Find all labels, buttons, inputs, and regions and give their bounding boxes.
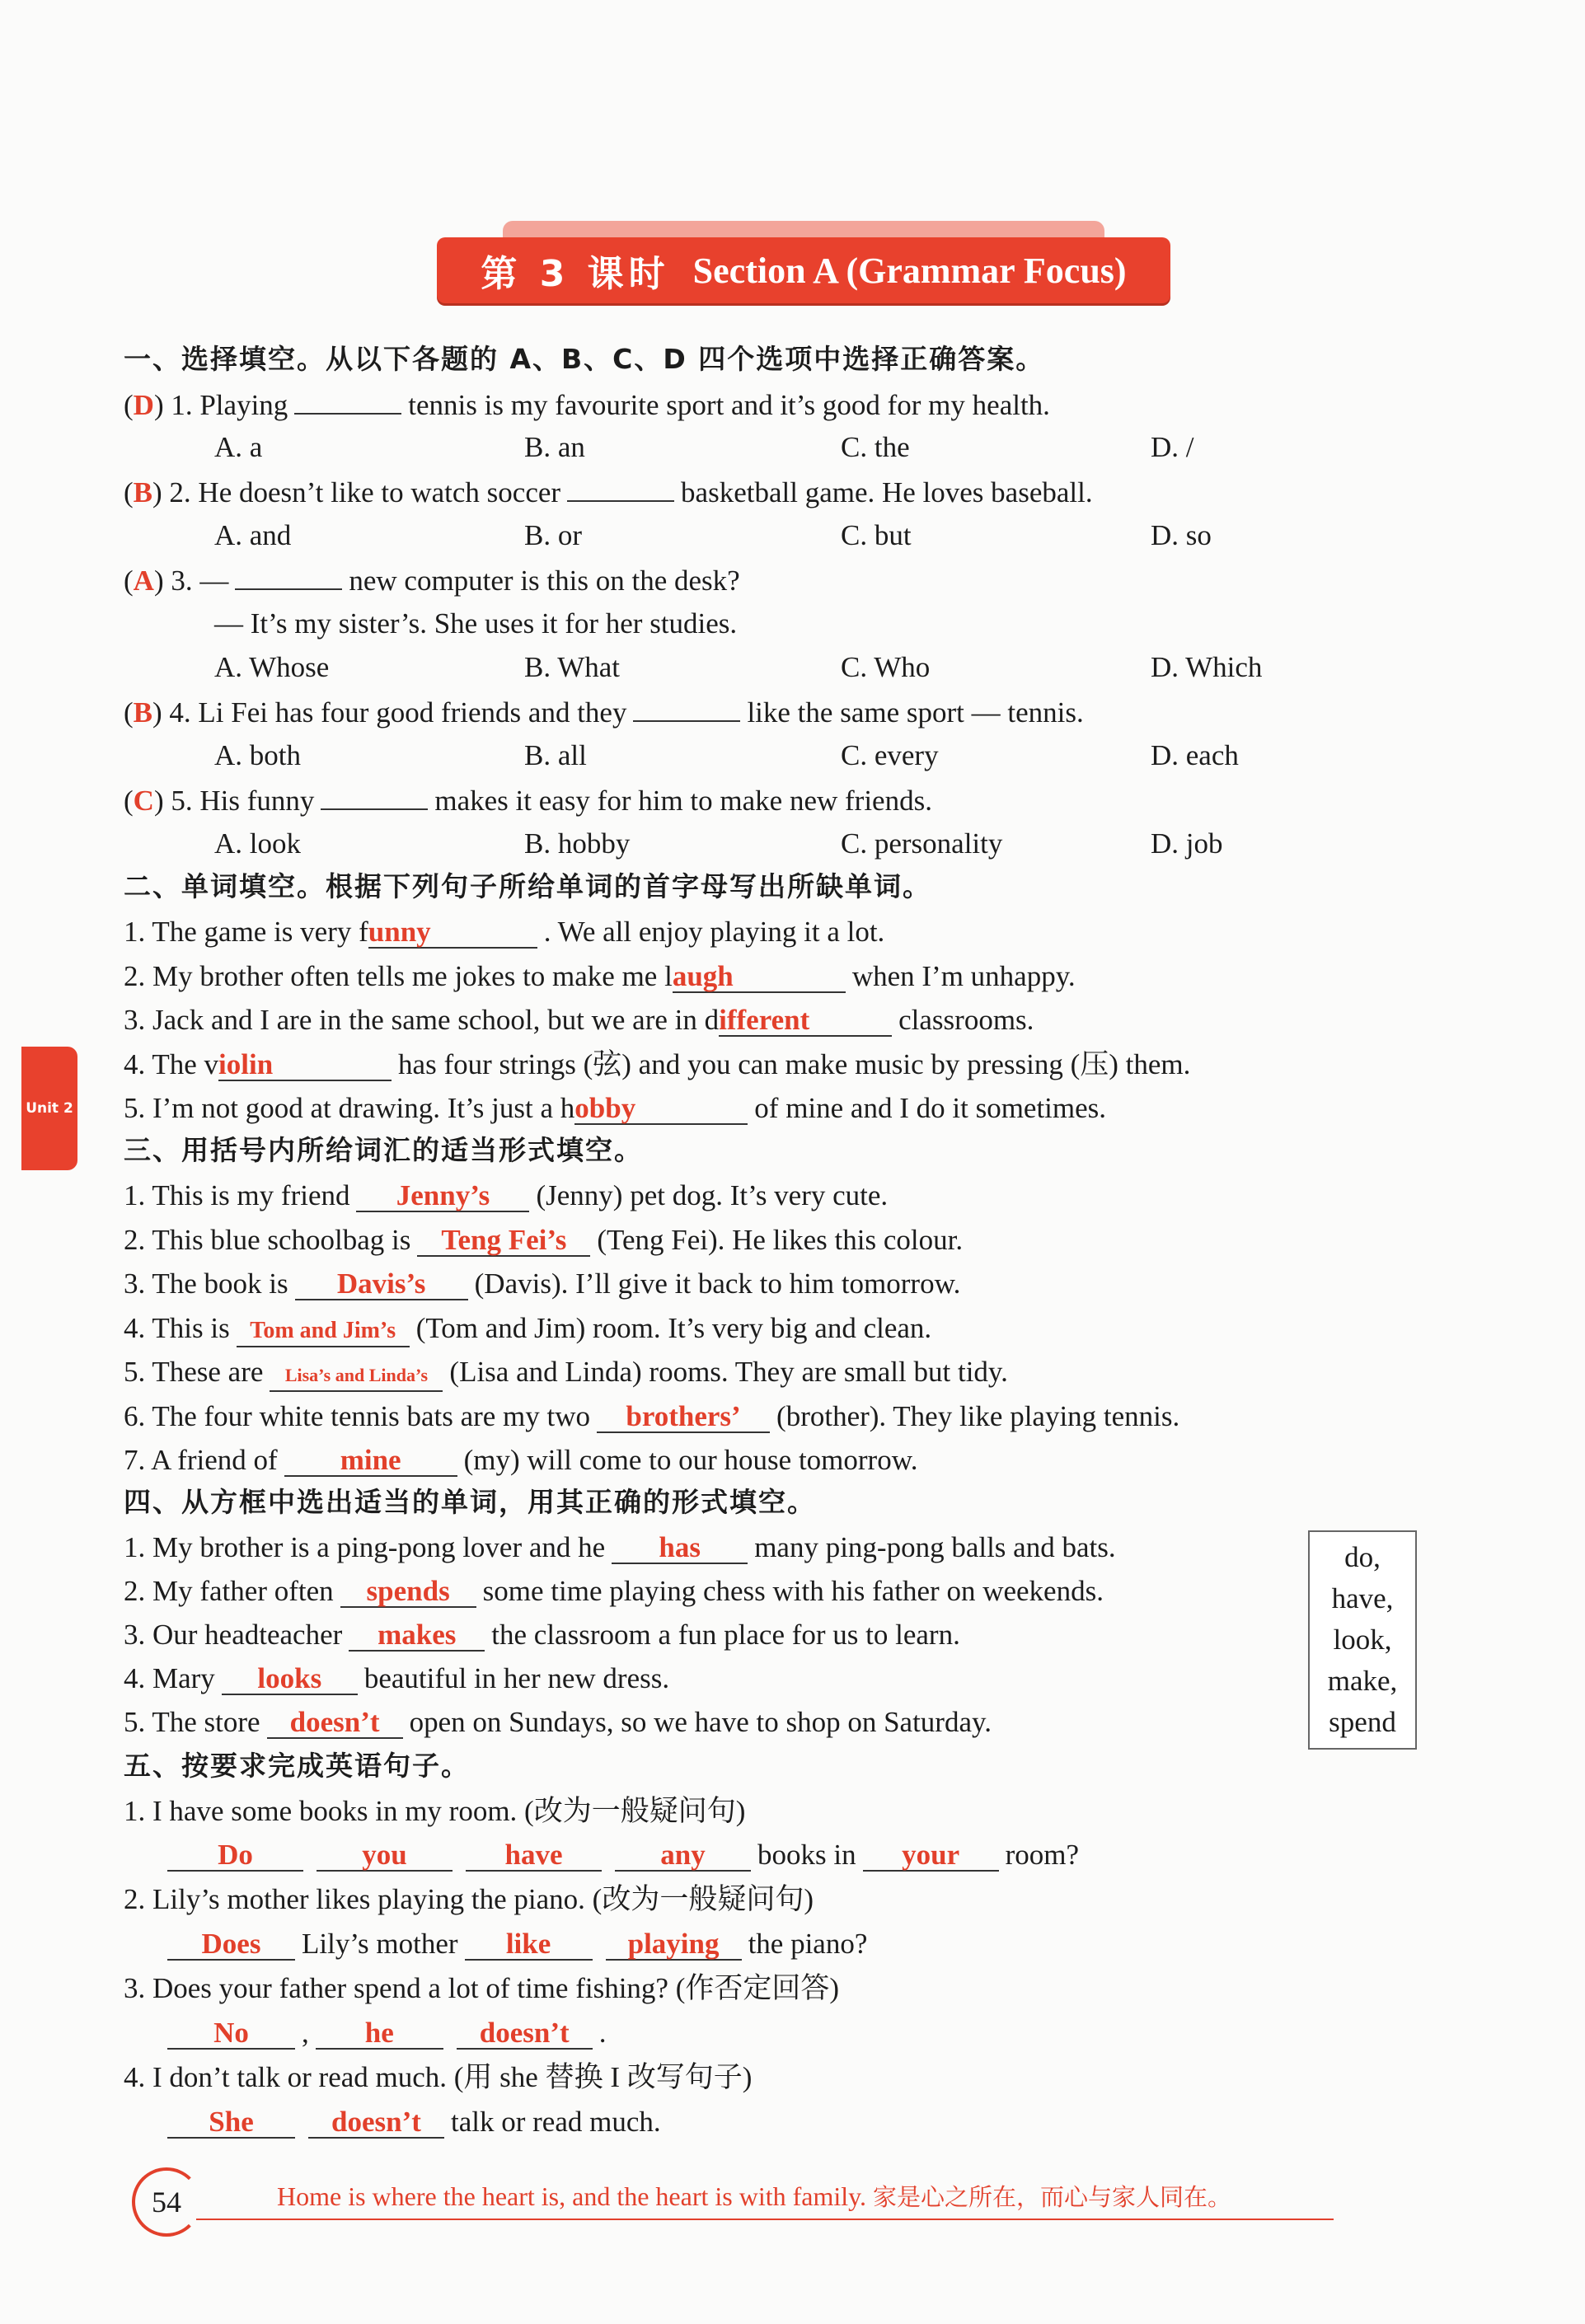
q5-2-answer	[161, 1924, 867, 1964]
question-text: 1. This is my friend	[124, 1179, 350, 1211]
question-text: 5. These are	[124, 1356, 264, 1388]
question-text: new computer is this on the desk?	[349, 565, 740, 597]
question-text: (Lisa and Linda) rooms. They are small but tidy.	[449, 1356, 1008, 1388]
footer-divider	[196, 2219, 1334, 2220]
question-text: beautiful in her new dress.	[363, 1662, 670, 1694]
section-3-heading: 三、用括号内所给词汇的适当形式填空。	[124, 1134, 643, 1166]
answer: C	[133, 785, 154, 817]
question-text: (brother). They like playing tennis.	[776, 1400, 1180, 1432]
q1-2: (B) 2. He doesn’t like to watch soccer basketball game. He loves baseball.	[124, 472, 1093, 513]
question-text: the classroom a fun place for us to learn.	[491, 1619, 960, 1651]
q4-1	[124, 1528, 1116, 1567]
q2-5	[124, 1089, 1106, 1128]
answer: No	[167, 2018, 295, 2050]
option: C. but	[841, 519, 912, 551]
option: B. What	[524, 651, 621, 683]
question-text: 1. The game is very f	[124, 916, 368, 948]
blank	[567, 472, 674, 502]
question-text: 2. My brother often tells me jokes to make me l	[124, 960, 673, 992]
question-number: 2.	[169, 476, 191, 508]
question-text: . We all enjoy playing it a lot.	[543, 916, 885, 948]
answer: Jenny’s	[356, 1181, 529, 1212]
question-text: (Teng Fei). He likes this colour.	[597, 1224, 964, 1256]
option: B. or	[524, 519, 582, 551]
answer: ifferent	[719, 1005, 892, 1037]
q5-2-prompt: 2. Lily’s mother likes playing the piano. (改为一般疑问句)	[124, 1883, 814, 1915]
lesson-number: 第 3 课时	[481, 253, 670, 295]
q3-1	[124, 1176, 888, 1216]
answer: iolin	[218, 1050, 392, 1081]
blank	[633, 692, 740, 722]
answer: like	[465, 1929, 593, 1961]
question-text: some time playing chess with his father on weekends.	[482, 1575, 1104, 1607]
answer: augh	[673, 962, 846, 993]
answer: your	[863, 1840, 999, 1872]
q3-3	[124, 1264, 960, 1304]
option: D. Which	[1151, 651, 1263, 683]
question-text: like the same sport — tennis.	[747, 696, 1084, 729]
option: C. every	[841, 739, 939, 771]
word-box-item: do,	[1344, 1541, 1381, 1573]
word-box	[1308, 1530, 1417, 1750]
section-2-heading: 二、单词填空。根据下列句子所给单词的首字母写出所缺单词。	[124, 870, 931, 902]
question-text: 4. This is	[124, 1312, 230, 1344]
q4-2	[124, 1572, 1104, 1611]
answer: you	[317, 1840, 453, 1872]
answer: doesn’t	[308, 2107, 444, 2139]
blank	[321, 780, 428, 810]
option: D. /	[1151, 431, 1194, 463]
option: A. and	[214, 519, 292, 551]
page-number	[132, 2167, 201, 2237]
answer-text: room?	[1005, 1839, 1080, 1871]
question-number: 3.	[171, 565, 193, 597]
q5-3-prompt: 3. Does your father spend a lot of time fishing? (作否定回答)	[124, 1972, 840, 2004]
option: B. hobby	[524, 827, 631, 860]
unit-label: Unit 2	[26, 1100, 73, 1117]
q5-1-prompt: 1. I have some books in my room. (改为一般疑问句)	[124, 1795, 746, 1827]
answer: She	[167, 2107, 295, 2139]
q3-5	[124, 1352, 1008, 1392]
question-text: 3. Our headteacher	[124, 1619, 343, 1651]
q5-3-answer	[161, 2013, 607, 2053]
answer: Does	[167, 1929, 295, 1961]
question-text: 1. My brother is a ping-pong lover and he	[124, 1531, 606, 1563]
answer: Do	[167, 1840, 303, 1872]
answer: unny	[368, 917, 537, 949]
question-line-2: — It’s my sister’s. She uses it for her studies.	[214, 607, 738, 640]
question-text: Li Fei has four good friends and they	[198, 696, 627, 729]
q2-1	[124, 912, 884, 952]
answer: Lisa’s and Linda’s	[270, 1361, 443, 1392]
question-text: 7. A friend of	[124, 1444, 278, 1476]
question-text: 4. The v	[124, 1048, 219, 1080]
question-text: His funny	[199, 785, 315, 817]
answer: doesn’t	[267, 1708, 403, 1739]
question-text: when I’m unhappy.	[851, 960, 1076, 992]
question-text: Playing	[199, 389, 288, 421]
question-text: —	[199, 565, 229, 597]
footer-motto-en: Home is where the heart is, and the heart is with family.	[277, 2181, 867, 2211]
q2-2	[124, 957, 1076, 996]
option: A. a	[214, 431, 263, 463]
answer: A	[133, 565, 154, 597]
answer: D	[133, 389, 154, 421]
option: C. the	[841, 431, 910, 463]
question-text: of mine and I do it sometimes.	[754, 1092, 1107, 1124]
answer: Tom and Jim’s	[237, 1316, 410, 1347]
answer: Teng Fei’s	[417, 1225, 590, 1257]
q3-2	[124, 1221, 963, 1260]
q1-4: (B) 4. Li Fei has four good friends and they like the same sport — tennis.	[124, 692, 1084, 733]
answer-text: ,	[302, 2017, 309, 2049]
footer-motto-cn: 家是心之所在，而心与家人同在。	[873, 2183, 1232, 2211]
lesson-title	[437, 237, 1170, 303]
q3-6	[124, 1397, 1179, 1436]
answer-text: .	[598, 2017, 607, 2049]
question-text: (Tom and Jim) room. It’s very big and clean.	[415, 1312, 932, 1344]
page-number-text: 54	[152, 2186, 181, 2219]
option: C. Who	[841, 651, 931, 683]
answer: Davis’s	[295, 1269, 468, 1300]
answer-text: talk or read much.	[451, 2106, 661, 2138]
word-box-item: have,	[1331, 1582, 1394, 1614]
question-text: classrooms.	[898, 1004, 1034, 1036]
answer: B	[133, 476, 153, 508]
question-text: 3. The book is	[124, 1267, 288, 1300]
q2-3	[124, 1000, 1034, 1040]
question-text: tennis is my favourite sport and it’s good for my health.	[408, 389, 1050, 421]
question-text: many ping-pong balls and bats.	[754, 1531, 1116, 1563]
option: B. an	[524, 431, 585, 463]
question-text: He doesn’t like to watch soccer	[198, 476, 561, 508]
answer: obby	[574, 1094, 748, 1125]
word-box-item: make,	[1327, 1665, 1398, 1697]
answer-text: Lily’s mother	[302, 1928, 458, 1960]
word-box-item: look,	[1333, 1624, 1392, 1656]
answer: playing	[606, 1929, 742, 1961]
q5-4-answer	[161, 2102, 661, 2142]
q5-1-answer	[161, 1835, 1079, 1875]
question-text: 3. Jack and I are in the same school, but we are in d	[124, 1004, 720, 1036]
lesson-title-banner	[437, 221, 1170, 307]
question-text: 2. My father often	[124, 1575, 334, 1607]
answer-text: the piano?	[748, 1928, 868, 1960]
option: A. look	[214, 827, 301, 860]
answer: mine	[284, 1445, 457, 1477]
question-text: 5. The store	[124, 1706, 260, 1738]
q3-7	[124, 1441, 917, 1480]
answer: any	[615, 1840, 751, 1872]
word-box-item: spend	[1329, 1706, 1396, 1738]
question-text: has four strings (弦) and you can make music by pressing (压) them.	[398, 1048, 1191, 1080]
section-4-heading: 四、从方框中选出适当的单词，用其正确的形式填空。	[124, 1486, 816, 1518]
q1-3: (A) 3. — new computer is this on the desk?	[124, 560, 740, 601]
question-text: (Davis). I’ll give it back to him tomorrow.	[474, 1267, 961, 1300]
question-text: basketball game. He loves baseball.	[681, 476, 1093, 508]
footer-motto	[277, 2179, 1231, 2213]
question-number: 5.	[171, 785, 193, 817]
question-number: 1.	[171, 389, 193, 421]
unit-side-tab	[21, 1047, 77, 1170]
q2-4	[124, 1045, 1190, 1085]
q1-5: (C) 5. His funny makes it easy for him to make new friends.	[124, 780, 932, 821]
blank	[294, 385, 401, 415]
question-text: (my) will come to our house tomorrow.	[463, 1444, 918, 1476]
option: A. both	[214, 739, 301, 771]
question-text: 4. Mary	[124, 1662, 215, 1694]
option: B. all	[524, 739, 587, 771]
section-5-heading: 五、按要求完成英语句子。	[124, 1750, 470, 1782]
question-text: (Jenny) pet dog. It’s very cute.	[536, 1179, 889, 1211]
q4-3	[124, 1615, 960, 1655]
question-text: open on Sundays, so we have to shop on Saturday.	[409, 1706, 992, 1738]
option: C. personality	[841, 827, 1003, 860]
answer-text: books in	[757, 1839, 856, 1871]
answer: B	[133, 696, 153, 729]
question-text: 2. This blue schoolbag is	[124, 1224, 411, 1256]
option: D. so	[1151, 519, 1212, 551]
answer: looks	[222, 1664, 358, 1695]
question-text: 6. The four white tennis bats are my two	[124, 1400, 591, 1432]
question-text: 5. I’m not good at drawing. It’s just a h	[124, 1092, 575, 1124]
question-number: 4.	[169, 696, 191, 729]
q4-4	[124, 1659, 669, 1698]
q3-4	[124, 1309, 931, 1348]
option: D. job	[1151, 827, 1223, 860]
question-text: makes it easy for him to make new friends.	[434, 785, 932, 817]
lesson-section-name: Section A (Grammar Focus)	[692, 250, 1127, 291]
section-1-heading: 一、选择填空。从以下各题的 A、B、C、D 四个选项中选择正确答案。	[124, 343, 1045, 375]
option: D. each	[1151, 739, 1239, 771]
answer: have	[466, 1840, 602, 1872]
answer: brothers’	[597, 1402, 770, 1433]
answer: he	[316, 2018, 443, 2050]
q1-1: (D) 1. Playing tennis is my favourite sport and it’s good for my health.	[124, 385, 1050, 425]
answer: has	[612, 1533, 748, 1564]
answer: doesn’t	[457, 2018, 593, 2050]
option: A. Whose	[214, 651, 330, 683]
answer: makes	[349, 1620, 485, 1652]
q5-4-prompt: 4. I don’t talk or read much. (用 she 替换 I 改写句子)	[124, 2061, 753, 2093]
answer: spends	[340, 1577, 476, 1608]
q4-5	[124, 1703, 992, 1742]
blank	[235, 560, 342, 590]
